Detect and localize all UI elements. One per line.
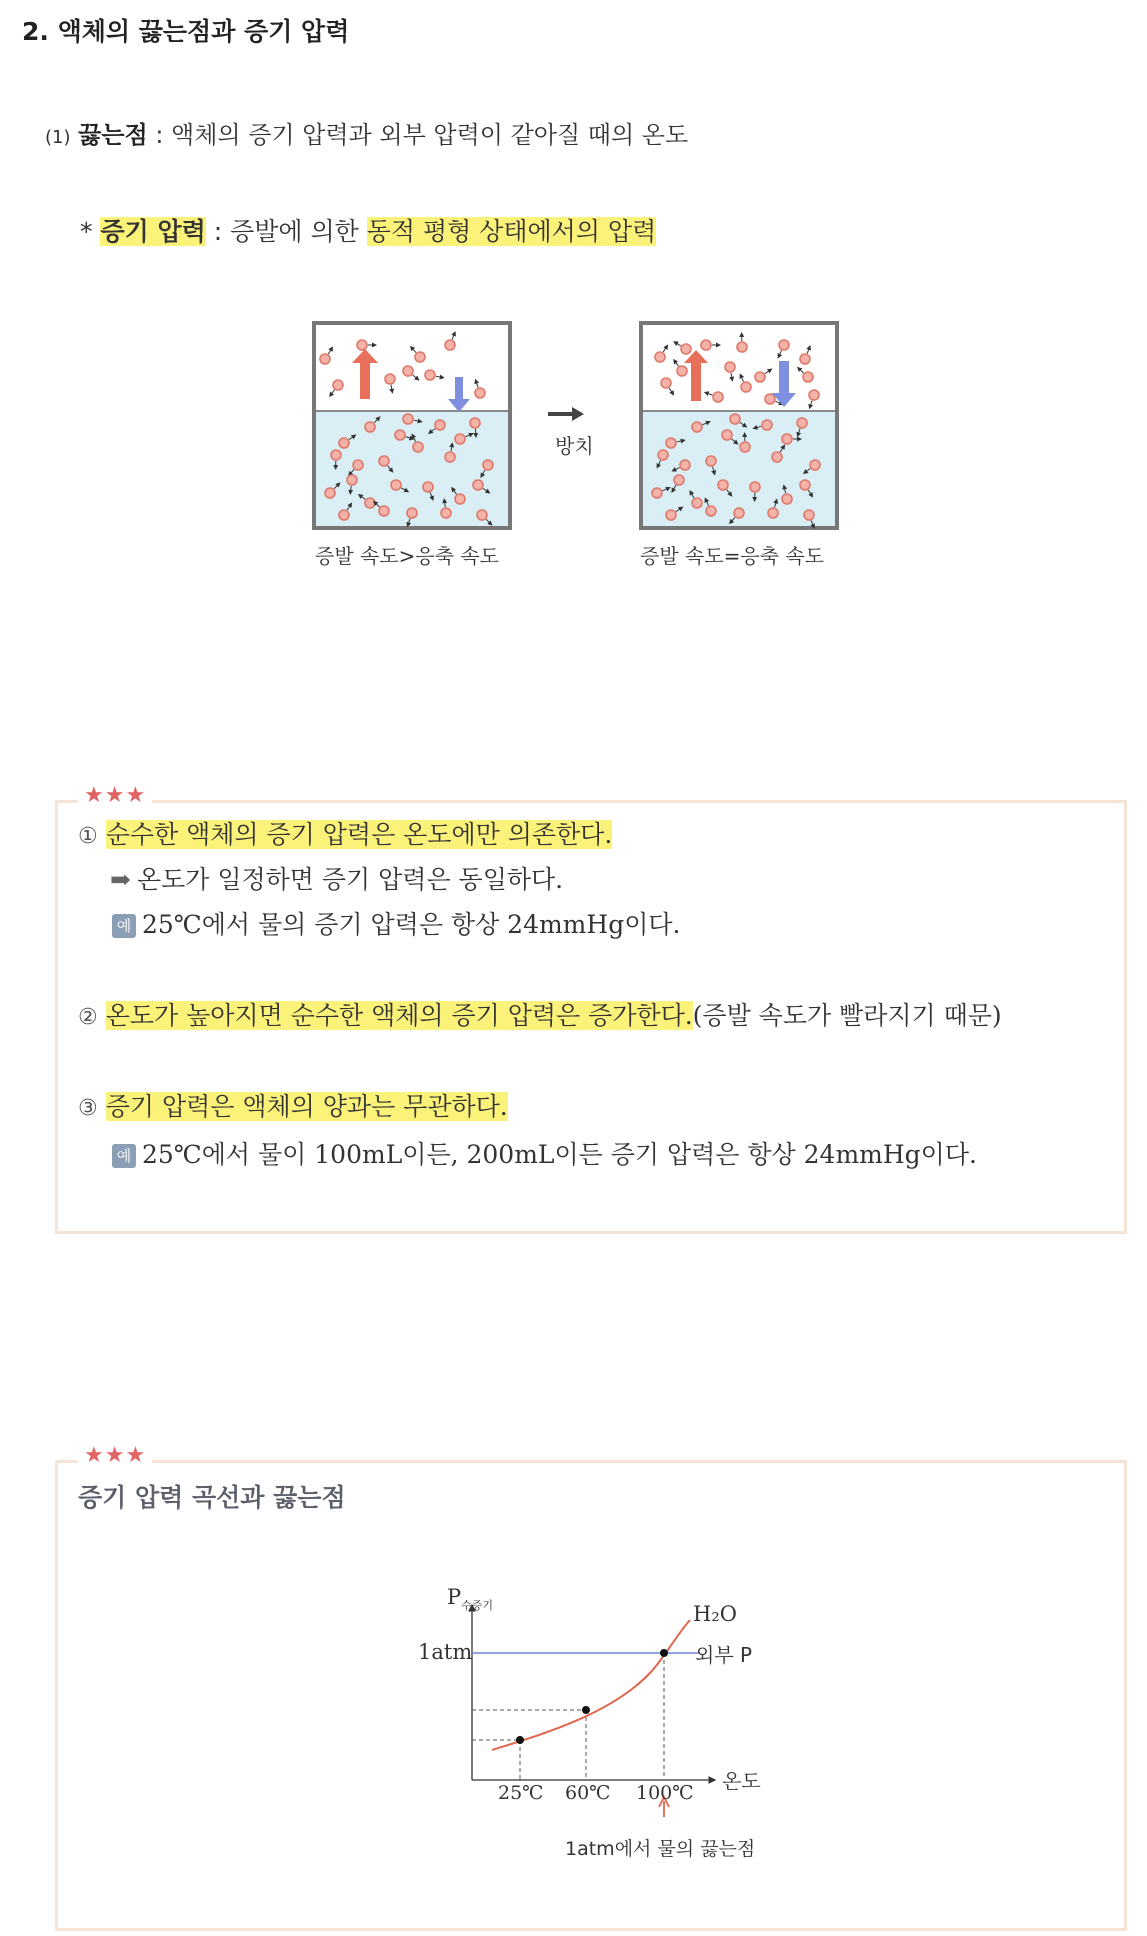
point-extra: (증발 속도가 빨라지기 때문) [692,1001,1002,1030]
subsection-title [45,115,688,150]
molecule [666,438,676,448]
vapor-pressure-note [80,212,656,248]
molecule [413,442,423,452]
molecule [475,388,485,398]
data-point [516,1736,524,1744]
molecule [477,510,487,520]
molecule [483,460,493,470]
molecule [779,340,789,350]
point-2 [78,996,1002,1032]
molecule [762,420,772,430]
series-label: H₂O [693,1602,737,1626]
molecule [473,480,483,490]
molecule [415,352,425,362]
left-caption: 증발 속도>응축 속도 [315,544,500,568]
molecule [325,488,335,498]
x-tick-60: 60℃ [565,1782,611,1804]
molecule [435,420,445,430]
molecule [425,370,435,380]
data-point [660,1649,668,1657]
point-number: ② [78,1005,98,1030]
container-left [314,323,510,528]
molecule [800,480,810,490]
container-right [641,323,837,528]
molecule [750,482,760,492]
molecule [331,450,341,460]
asterisk: * [80,217,93,246]
molecule [800,354,810,364]
point-text: 온도가 높아지면 순수한 액체의 증기 압력은 증가한다. [105,1001,693,1030]
molecule [765,394,775,404]
molecule [403,414,413,424]
molecule [385,374,395,384]
molecule [470,418,480,428]
importance-stars: ★★★ [78,783,152,808]
molecule [395,430,405,440]
molecule [674,475,684,485]
arrow-label: 방치 [555,434,594,458]
y-axis-label: $P_{수증기}$ [447,1585,494,1613]
molecule [423,482,433,492]
molecule [725,362,735,372]
molecule [740,442,750,452]
section-title: 2. 액체의 끓는점과 증기 압력 [22,17,350,46]
point-text: 증기 압력은 액체의 양과는 무관하다. [105,1092,508,1121]
right-arrow-icon: ➡ [110,865,131,894]
point-3 [78,1087,508,1123]
subsection-number: (1) [45,127,71,148]
molecule [804,510,814,520]
term-vapor-pressure: 증기 압력 [100,217,206,246]
molecule [333,380,343,390]
example-text: 25℃에서 물의 증기 압력은 항상 24mmHg이다. [142,910,681,939]
point-number: ③ [78,1096,98,1121]
molecule [379,506,389,516]
molecule [666,510,676,520]
molecule [391,480,401,490]
note-text: : 증발에 의한 [205,217,367,246]
molecule [403,366,413,376]
x-tick-100: 100℃ [636,1782,694,1804]
molecule [755,372,765,382]
molecule [713,392,723,402]
molecule [339,510,349,520]
point-sub-text: 온도가 일정하면 증기 압력은 동일하다. [136,865,564,894]
x-axis-label: 온도 [722,1769,761,1793]
molecule [365,422,375,432]
importance-stars: ★★★ [78,1443,152,1468]
molecule [677,366,687,376]
example-tag: 예 [112,1144,136,1168]
molecule [701,340,711,350]
molecule [353,460,363,470]
velocity-arrow [475,429,476,437]
molecule [730,414,740,424]
molecule [741,382,751,392]
molecule [680,460,690,470]
molecule [347,475,357,485]
point-1-example [112,905,680,941]
molecule [782,494,792,504]
molecule [407,508,417,518]
molecule [379,456,389,466]
molecule [782,434,792,444]
molecule [320,354,330,364]
point-1-sub [110,860,563,896]
note-highlight: 동적 평형 상태에서의 압력 [366,217,657,246]
molecule [706,456,716,466]
molecule [658,450,668,460]
molecule [737,342,747,352]
molecule [357,340,367,350]
example-text: 25℃에서 물이 100mL이든, 200mL이든 증기 압력은 항상 24mmHg이다. [142,1140,977,1169]
molecule [772,452,782,462]
molecule [768,508,778,518]
point-number: ① [78,824,98,849]
molecule [339,438,349,448]
reference-label: 외부 P [695,1643,753,1667]
molecule [445,340,455,350]
molecule [681,344,691,354]
molecule [803,372,813,382]
term-boiling-point: 끓는점 [78,121,148,149]
molecule [718,480,728,490]
colon: : [147,121,172,149]
h2o-curve [492,1620,690,1750]
molecule [706,506,716,516]
molecule [455,494,465,504]
example-tag: 예 [112,914,136,938]
y-tick-1atm: 1atm [418,1640,473,1664]
molecule [455,434,465,444]
molecule [797,418,807,428]
evaporation-figure [300,315,860,530]
molecule [810,460,820,470]
molecule [734,508,744,518]
molecule [365,498,375,508]
box-title: 증기 압력 곡선과 끓는점 [78,1483,346,1512]
molecule [441,508,451,518]
data-point [582,1706,590,1714]
molecule [661,378,671,388]
point-text: 순수한 액체의 증기 압력은 온도에만 의존한다. [105,820,613,849]
annotation-label: 1atm에서 물의 끓는점 [565,1838,756,1860]
boiling-point-definition: 액체의 증기 압력과 외부 압력이 같아질 때의 온도 [171,121,689,149]
x-tick-25: 25℃ [498,1782,544,1804]
point-1 [78,815,612,851]
molecule [692,498,702,508]
molecule [722,430,732,440]
point-3-example [112,1135,977,1171]
molecule [652,488,662,498]
molecule [809,390,819,400]
molecule [445,452,455,462]
arrow-right-icon [548,407,584,421]
molecule [692,422,702,432]
right-caption: 증발 속도=응축 속도 [640,544,825,568]
molecule [655,352,665,362]
